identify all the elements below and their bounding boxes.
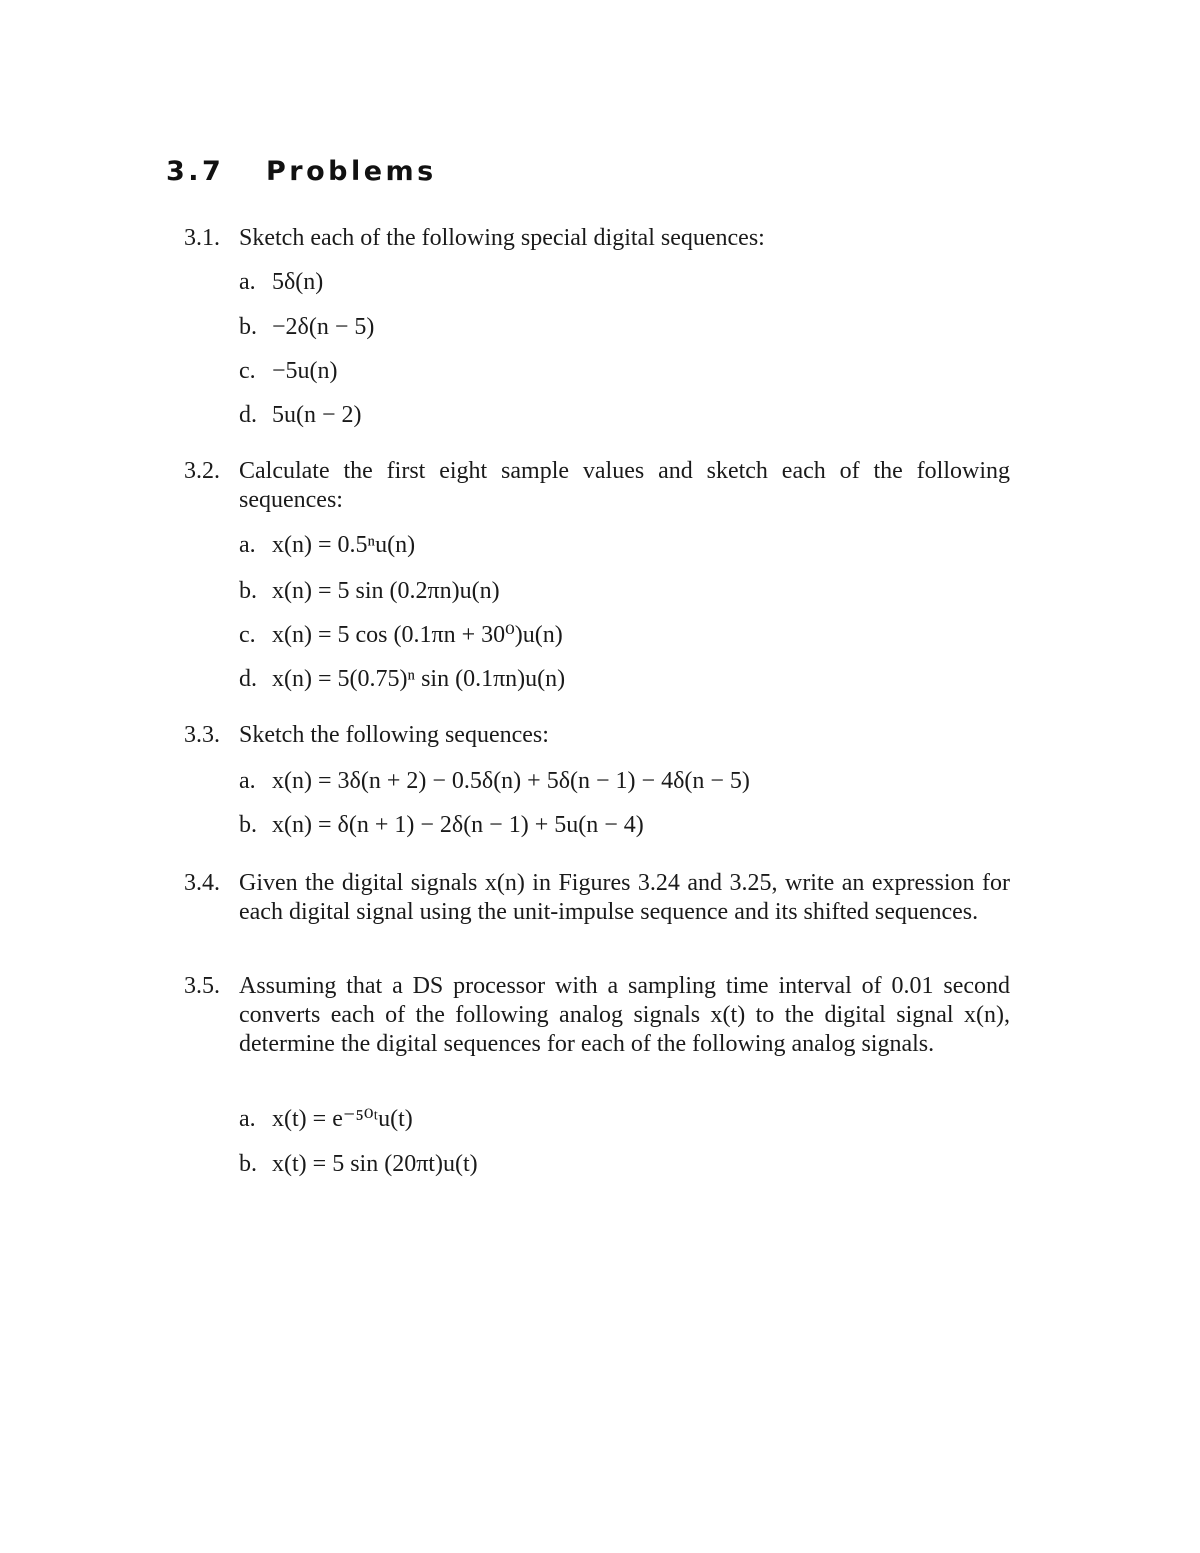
subproblem-label: b. — [239, 578, 257, 604]
subproblem — [239, 313, 374, 342]
subproblem-label: c. — [239, 358, 256, 384]
subproblem-label: a. — [239, 768, 256, 794]
problem-text: Calculate the first eight sample values and sketch each of the following sequences: — [239, 458, 1010, 513]
subproblem-expression: −2δ(n − 5) — [272, 314, 375, 340]
subproblem — [239, 1105, 413, 1134]
subproblem-expression: x(t) = 5 sin (20πt)u(t) — [272, 1151, 478, 1177]
problem-3-5 — [184, 972, 1010, 1177]
problem-text: Sketch the following sequences: — [239, 722, 549, 748]
problem-3-3 — [184, 721, 1010, 838]
subproblem-label: b. — [239, 314, 257, 340]
subproblem-expression: −5u(n) — [272, 358, 338, 384]
subproblem-label: a. — [239, 532, 256, 558]
subproblem — [239, 767, 750, 796]
section-number: 3.7 — [166, 156, 225, 187]
section-title: Problems — [266, 156, 437, 187]
subproblem-label: c. — [239, 622, 256, 648]
problem-number: 3.5. — [184, 973, 220, 999]
problem-number: 3.4. — [184, 870, 220, 896]
subproblem — [239, 401, 362, 430]
subproblem-expression: x(n) = 3δ(n + 2) − 0.5δ(n) + 5δ(n − 1) − 4δ(n − 5) — [272, 768, 750, 794]
subproblem-label: a. — [239, 269, 256, 295]
subproblem-expression: 5δ(n) — [272, 269, 324, 295]
problem-3-4 — [184, 869, 1010, 927]
problem-3-2 — [184, 457, 1010, 692]
subproblem-expression: x(n) = δ(n + 1) − 2δ(n − 1) + 5u(n − 4) — [272, 812, 644, 838]
problem-number: 3.2. — [184, 458, 220, 484]
subproblem-label: d. — [239, 402, 257, 428]
subproblem-label: a. — [239, 1106, 256, 1132]
subproblem — [239, 811, 644, 840]
subproblem-expression: 5u(n − 2) — [272, 402, 362, 428]
subproblem-expression: x(t) = e⁻⁵⁰ᵗu(t) — [272, 1106, 413, 1132]
subproblem — [239, 665, 565, 694]
subproblem-expression: x(n) = 0.5ⁿu(n) — [272, 532, 416, 558]
subproblem — [239, 357, 338, 386]
subproblem-expression: x(n) = 5 cos (0.1πn + 30⁰)u(n) — [272, 622, 563, 648]
subproblem-expression: x(n) = 5 sin (0.2πn)u(n) — [272, 578, 500, 604]
problem-3-1 — [184, 224, 1010, 428]
subproblem-label: b. — [239, 812, 257, 838]
subproblem — [239, 621, 563, 650]
subproblem — [239, 577, 500, 606]
subproblem — [239, 1150, 478, 1179]
problem-number: 3.1. — [184, 225, 220, 251]
subproblem — [239, 531, 415, 560]
subproblem-label: d. — [239, 666, 257, 692]
problem-text: Sketch each of the following special digital sequences: — [239, 225, 765, 251]
subproblem-label: b. — [239, 1151, 257, 1177]
problem-text: Assuming that a DS processor with a sampling time interval of 0.01 second converts each of the following analog signals x(t) to the digital signal x(n), determine the digital sequences for each of the following analog signals. — [239, 973, 1010, 1057]
subproblem-expression: x(n) = 5(0.75)ⁿ sin (0.1πn)u(n) — [272, 666, 566, 692]
subproblem — [239, 268, 323, 297]
problem-number: 3.3. — [184, 722, 220, 748]
problem-text: Given the digital signals x(n) in Figures 3.24 and 3.25, write an expression for each digital signal using the unit-impulse sequence and its shifted sequences. — [239, 870, 1010, 925]
section-heading — [166, 156, 437, 187]
